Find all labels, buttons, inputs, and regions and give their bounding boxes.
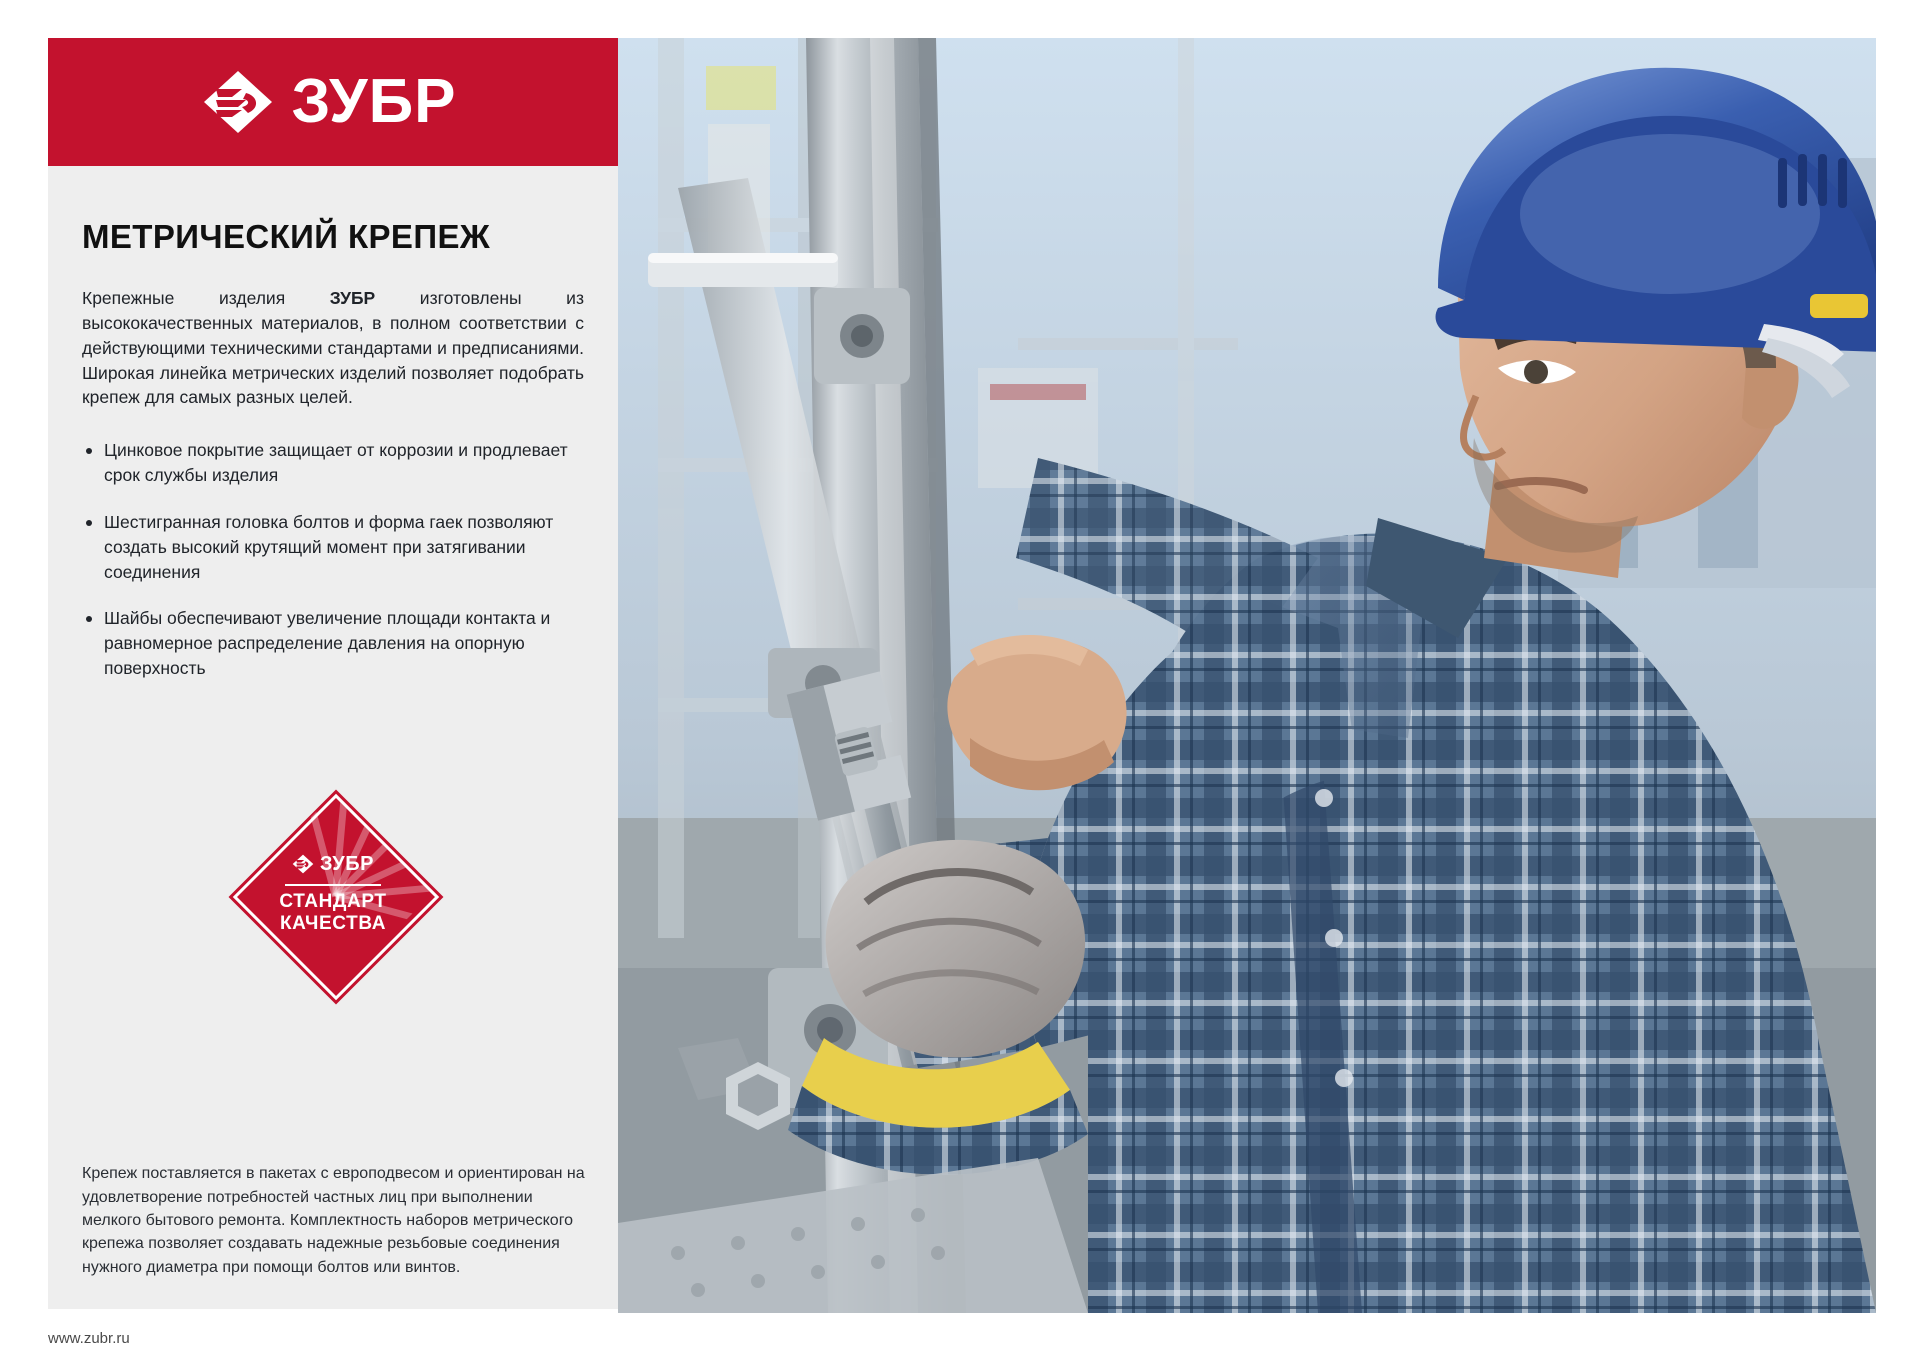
- list-item: Шестигранная головка болтов и форма гаек позволяют создать высокий крутящий момент при затягивании соединения: [82, 510, 584, 585]
- intro-paragraph: [82, 286, 584, 410]
- worker-photo: [618, 38, 1876, 1313]
- brand-name: ЗУБР: [291, 67, 457, 136]
- brand-lockup: [202, 69, 457, 135]
- seal-brand: ЗУБР: [320, 852, 374, 875]
- seal-logo: [292, 853, 374, 876]
- list-item: Шайбы обеспечивают увеличение площади контакта и равномерное распределение давления на опорную поверхность: [82, 606, 584, 681]
- seal-divider: [285, 884, 381, 886]
- intro-text-before: Крепежные изделия: [82, 288, 330, 308]
- seal-line-1: СТАНДАРТ: [279, 890, 387, 912]
- feature-list: [82, 438, 584, 681]
- list-item: Цинковое покрытие защищает от коррозии и продлевает срок службы изделия: [82, 438, 584, 488]
- left-column: [48, 38, 618, 1323]
- website-url: www.zubr.ru: [48, 1330, 130, 1347]
- info-panel: [48, 166, 618, 1309]
- quality-seal-icon: [233, 794, 433, 994]
- zubr-bison-mark-icon: [292, 854, 314, 874]
- intro-text-after: изготовлены из высококачественных материалов, в полном соответствии с действующими техническими стандартами и предписаниями. Широкая линейка метрических изделий позволяет подобрать крепеж для самых разных целей.: [82, 288, 584, 408]
- brand-header: [48, 38, 618, 166]
- seal-content: [233, 794, 433, 994]
- zubr-bison-mark-icon: [202, 69, 274, 135]
- seal-line-2: КАЧЕСТВА: [279, 913, 387, 934]
- intro-brand: ЗУБР: [329, 288, 376, 308]
- footnote-text: Крепеж поставляется в пакетах с европодвесом и ориентирован на удовлетворение потребностей частных лиц при выполнении мелкого бытового ремонта. Комплектность наборов метрического крепежа позволяет создавать надежные резьбовые соединения нужного диаметра при помощи болтов или винтов.: [82, 1165, 585, 1276]
- page-title: МЕТРИЧЕСКИЙ КРЕПЕЖ: [82, 218, 491, 255]
